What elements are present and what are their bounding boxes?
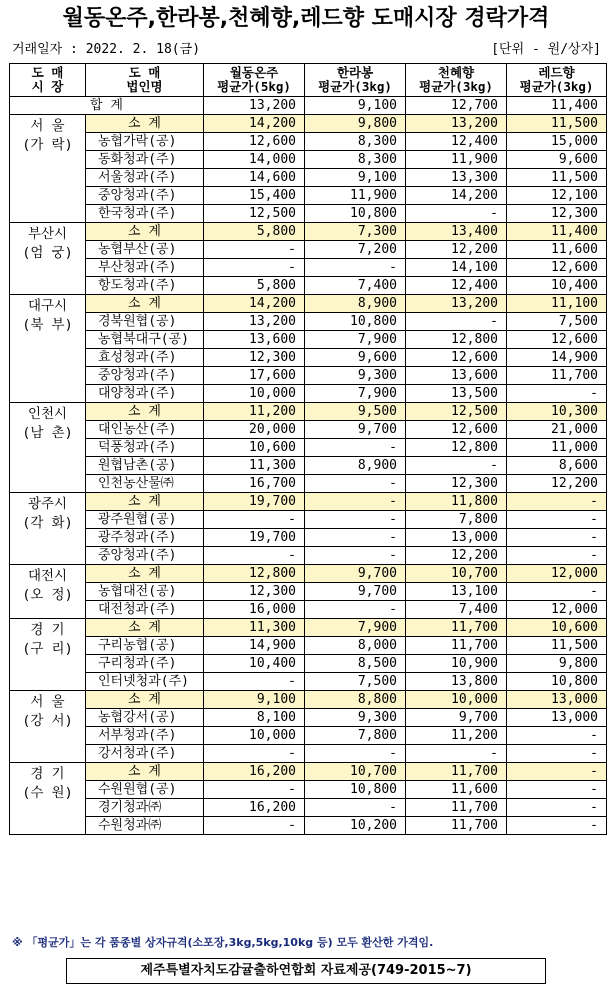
subtotal-row <box>10 691 607 709</box>
table-row <box>10 367 607 385</box>
price-cell: 7,500 <box>305 673 406 691</box>
table-row <box>10 655 607 673</box>
market-cell <box>10 619 86 691</box>
price-cell: - <box>507 745 607 763</box>
subtotal-row <box>10 763 607 781</box>
table-row <box>10 511 607 529</box>
header-market-line1: 도 매 <box>31 65 64 80</box>
subtotal-row <box>10 493 607 511</box>
price-cell: - <box>204 259 305 277</box>
price-cell: 9,300 <box>305 367 406 385</box>
price-cell: 7,200 <box>305 241 406 259</box>
header-market-line2: 시 장 <box>31 79 64 94</box>
price-cell: - <box>507 817 607 835</box>
header-product-sub: 평균가(3kg) <box>419 79 493 94</box>
price-cell: 9,800 <box>305 115 406 133</box>
corp-name: 중앙청과(주) <box>86 367 204 385</box>
price-cell: 13,200 <box>204 313 305 331</box>
price-cell: 7,300 <box>305 223 406 241</box>
price-cell: 10,800 <box>305 313 406 331</box>
corp-name: 광주원협(공) <box>86 511 204 529</box>
subtotal-label: 소 계 <box>86 223 204 241</box>
table-row <box>10 151 607 169</box>
market-name-line: 서 울 <box>30 118 65 134</box>
header-product-sub: 평균가(3kg) <box>519 79 594 94</box>
corp-name: 광주청과(주) <box>86 529 204 547</box>
price-cell: 11,000 <box>507 439 607 457</box>
market-name-line: (엄 궁) <box>22 245 73 261</box>
header-product-4 <box>507 64 607 97</box>
price-cell: 8,800 <box>305 691 406 709</box>
price-cell: 9,800 <box>507 655 607 673</box>
price-cell: 11,700 <box>507 367 607 385</box>
price-cell: 13,200 <box>406 295 507 313</box>
price-cell: - <box>204 511 305 529</box>
market-name-line: 대전시 <box>27 568 68 584</box>
market-cell <box>10 565 86 619</box>
table-row <box>10 781 607 799</box>
price-cell: 9,700 <box>305 421 406 439</box>
corp-name: 농협강서(공) <box>86 709 204 727</box>
price-cell: 12,300 <box>204 349 305 367</box>
corp-name: 농협북대구(공) <box>86 331 204 349</box>
subtotal-label: 소 계 <box>86 763 204 781</box>
price-cell: 12,600 <box>406 421 507 439</box>
corp-name: 수원원협(공) <box>86 781 204 799</box>
price-cell: 8,500 <box>305 655 406 673</box>
price-cell: 19,700 <box>204 529 305 547</box>
table-row <box>10 259 607 277</box>
price-cell: 11,900 <box>305 187 406 205</box>
price-cell: 8,900 <box>305 457 406 475</box>
price-cell: 16,200 <box>204 763 305 781</box>
price-cell: 10,700 <box>305 763 406 781</box>
price-cell: - <box>305 745 406 763</box>
price-cell: 12,500 <box>406 403 507 421</box>
price-cell: - <box>305 475 406 493</box>
price-cell: - <box>204 817 305 835</box>
price-cell: 9,700 <box>305 565 406 583</box>
subtotal-row <box>10 115 607 133</box>
table-row <box>10 439 607 457</box>
subtotal-label: 소 계 <box>86 691 204 709</box>
header-corp-line2: 법인명 <box>126 79 163 94</box>
price-cell: 21,000 <box>507 421 607 439</box>
price-cell: 10,700 <box>406 565 507 583</box>
price-cell: 11,700 <box>406 799 507 817</box>
price-cell: 9,700 <box>406 709 507 727</box>
market-cell <box>10 493 86 565</box>
price-cell: 5,800 <box>204 223 305 241</box>
price-cell: 7,400 <box>305 277 406 295</box>
table-row <box>10 529 607 547</box>
price-cell: 15,400 <box>204 187 305 205</box>
price-cell: 11,500 <box>507 115 607 133</box>
price-cell: 10,800 <box>305 781 406 799</box>
corp-name: 수원청과㈜ <box>86 817 204 835</box>
price-cell: 16,700 <box>204 475 305 493</box>
price-cell: - <box>305 511 406 529</box>
price-cell: 16,000 <box>204 601 305 619</box>
price-cell: 13,000 <box>406 529 507 547</box>
market-cell <box>10 763 86 835</box>
header-product-2 <box>305 64 406 97</box>
price-cell: 9,100 <box>305 169 406 187</box>
price-cell: - <box>305 547 406 565</box>
price-cell: 14,000 <box>204 151 305 169</box>
table-row <box>10 475 607 493</box>
table-row <box>10 799 607 817</box>
price-cell: 12,600 <box>507 259 607 277</box>
price-cell: - <box>204 547 305 565</box>
price-cell: - <box>507 547 607 565</box>
price-cell: 11,700 <box>406 619 507 637</box>
corp-name: 강서청과(주) <box>86 745 204 763</box>
price-cell: 12,800 <box>406 331 507 349</box>
price-cell: 12,200 <box>406 547 507 565</box>
price-cell: - <box>507 493 607 511</box>
price-cell: - <box>305 601 406 619</box>
market-cell <box>10 115 86 223</box>
corp-name: 대양청과(주) <box>86 385 204 403</box>
subtotal-label: 소 계 <box>86 565 204 583</box>
market-name-line: 광주시 <box>27 496 68 512</box>
price-cell: 13,600 <box>204 331 305 349</box>
price-cell: 11,200 <box>204 403 305 421</box>
corp-name: 농협가락(공) <box>86 133 204 151</box>
price-cell: 14,600 <box>204 169 305 187</box>
header-product-sub: 평균가(3kg) <box>318 79 392 94</box>
price-cell: - <box>507 781 607 799</box>
price-cell: 12,200 <box>406 241 507 259</box>
corp-name: 서울청과(주) <box>86 169 204 187</box>
market-name-line: (남 촌) <box>22 425 73 441</box>
price-cell: 11,300 <box>204 457 305 475</box>
price-cell: 11,700 <box>406 817 507 835</box>
table-row <box>10 709 607 727</box>
header-product-name: 천혜향 <box>437 65 475 80</box>
price-cell: 20,000 <box>204 421 305 439</box>
price-cell: 7,800 <box>305 727 406 745</box>
market-name-line: 인천시 <box>27 406 68 422</box>
price-cell: 8,600 <box>507 457 607 475</box>
price-cell: 11,400 <box>507 223 607 241</box>
subtotal-label: 소 계 <box>86 403 204 421</box>
header-market <box>10 64 86 97</box>
price-cell: 9,600 <box>507 151 607 169</box>
price-cell: - <box>204 673 305 691</box>
table-row <box>10 241 607 259</box>
corp-name: 인천농산물㈜ <box>86 475 204 493</box>
subtotal-label: 소 계 <box>86 295 204 313</box>
table-row <box>10 169 607 187</box>
market-name-line: (강 서) <box>22 713 73 729</box>
price-cell: - <box>305 259 406 277</box>
table-row <box>10 349 607 367</box>
page-title: 월동온주,한라봉,천혜향,레드향 도매시장 경락가격 <box>62 6 550 31</box>
subtotal-label: 소 계 <box>86 493 204 511</box>
table-row <box>10 421 607 439</box>
header-product-name: 한라봉 <box>336 65 374 80</box>
price-cell: - <box>204 745 305 763</box>
table-body <box>10 97 607 835</box>
market-cell <box>10 403 86 493</box>
corp-name: 덕풍청과(주) <box>86 439 204 457</box>
price-cell: 11,200 <box>406 727 507 745</box>
price-cell: 10,400 <box>204 655 305 673</box>
price-cell: 9,600 <box>305 349 406 367</box>
price-cell: 19,700 <box>204 493 305 511</box>
market-name-line: (오 정) <box>22 587 73 603</box>
corp-name: 구리농협(공) <box>86 637 204 655</box>
price-cell: 13,600 <box>406 367 507 385</box>
table-row <box>10 817 607 835</box>
price-cell: 11,500 <box>507 169 607 187</box>
table-row <box>10 727 607 745</box>
price-cell: 10,400 <box>507 277 607 295</box>
market-cell <box>10 691 86 763</box>
price-cell: 12,300 <box>406 475 507 493</box>
price-cell: - <box>305 439 406 457</box>
total-value: 12,700 <box>406 97 507 115</box>
price-cell: 16,200 <box>204 799 305 817</box>
price-cell: 9,300 <box>305 709 406 727</box>
price-cell: 7,500 <box>507 313 607 331</box>
corp-name: 동화청과(주) <box>86 151 204 169</box>
market-name-line: (각 화) <box>22 515 73 531</box>
price-cell: 14,200 <box>406 187 507 205</box>
market-name-line: (북 부) <box>22 317 73 333</box>
header-row <box>10 64 607 97</box>
price-cell: 8,300 <box>305 151 406 169</box>
table-row <box>10 385 607 403</box>
price-cell: - <box>406 205 507 223</box>
corp-name: 한국청과(주) <box>86 205 204 223</box>
price-cell: 15,000 <box>507 133 607 151</box>
price-cell: - <box>507 529 607 547</box>
price-cell: - <box>204 241 305 259</box>
price-cell: - <box>507 583 607 601</box>
price-cell: 7,900 <box>305 331 406 349</box>
price-cell: 12,800 <box>406 439 507 457</box>
price-cell: 13,100 <box>406 583 507 601</box>
price-cell: 10,000 <box>204 727 305 745</box>
price-cell: 10,600 <box>204 439 305 457</box>
market-name-line: 대구시 <box>27 298 68 314</box>
price-table <box>9 63 607 835</box>
market-name-line: 경 기 <box>30 766 65 782</box>
table-row <box>10 133 607 151</box>
table-row <box>10 637 607 655</box>
subtotal-label: 소 계 <box>86 115 204 133</box>
subtotal-row <box>10 223 607 241</box>
corp-name: 중앙청과(주) <box>86 547 204 565</box>
table-row <box>10 457 607 475</box>
source-box: 제주특별자치도감귤출하연합회 자료제공(749-2015~7) <box>66 958 546 984</box>
price-cell: 12,400 <box>406 277 507 295</box>
price-cell: 12,300 <box>507 205 607 223</box>
price-cell: 12,500 <box>204 205 305 223</box>
price-cell: 8,300 <box>305 133 406 151</box>
table-row <box>10 331 607 349</box>
market-name-line: 부산시 <box>27 226 68 242</box>
total-value: 11,400 <box>507 97 607 115</box>
price-cell: 9,100 <box>204 691 305 709</box>
corp-name: 대전청과(주) <box>86 601 204 619</box>
price-cell: 14,200 <box>204 115 305 133</box>
price-cell: 13,500 <box>406 385 507 403</box>
price-cell: 8,900 <box>305 295 406 313</box>
corp-name: 항도청과(주) <box>86 277 204 295</box>
price-cell: 14,200 <box>204 295 305 313</box>
total-value: 13,200 <box>204 97 305 115</box>
price-cell: 11,700 <box>406 763 507 781</box>
price-cell: 11,300 <box>204 619 305 637</box>
price-cell: 12,000 <box>507 601 607 619</box>
price-cell: 9,500 <box>305 403 406 421</box>
subtotal-row <box>10 295 607 313</box>
price-cell: - <box>406 457 507 475</box>
header-product-1 <box>204 64 305 97</box>
corp-name: 원협남촌(공) <box>86 457 204 475</box>
price-cell: 10,600 <box>507 619 607 637</box>
subtotal-row <box>10 619 607 637</box>
corp-name: 경기청과㈜ <box>86 799 204 817</box>
corp-name: 구리청과(주) <box>86 655 204 673</box>
price-cell: 14,900 <box>204 637 305 655</box>
market-name-line: 경 기 <box>30 622 65 638</box>
price-cell: 13,000 <box>507 691 607 709</box>
price-cell: 12,100 <box>507 187 607 205</box>
price-cell: 10,300 <box>507 403 607 421</box>
price-cell: 7,800 <box>406 511 507 529</box>
price-cell: 11,600 <box>507 241 607 259</box>
price-cell: - <box>507 763 607 781</box>
price-cell: 10,000 <box>406 691 507 709</box>
price-cell: 12,600 <box>507 331 607 349</box>
price-cell: 13,300 <box>406 169 507 187</box>
price-cell: - <box>507 511 607 529</box>
footnote: ※ 「평균가」는 각 품종별 상자규격(소포장,3kg,5kg,10kg 등) 모두 환산한 가격임. <box>12 936 434 949</box>
price-cell: 10,800 <box>305 205 406 223</box>
price-cell: 12,300 <box>204 583 305 601</box>
market-cell <box>10 295 86 403</box>
table-row <box>10 187 607 205</box>
price-cell: 9,700 <box>305 583 406 601</box>
price-cell: 11,900 <box>406 151 507 169</box>
price-cell: - <box>406 313 507 331</box>
corp-name: 농협부산(공) <box>86 241 204 259</box>
subtotal-label: 소 계 <box>86 619 204 637</box>
price-cell: 7,900 <box>305 619 406 637</box>
corp-name: 서부청과(주) <box>86 727 204 745</box>
price-cell: - <box>305 493 406 511</box>
price-cell: 12,800 <box>204 565 305 583</box>
table-row <box>10 277 607 295</box>
market-name-line: 서 울 <box>30 694 65 710</box>
header-product-name: 레드향 <box>538 65 575 80</box>
price-cell: 11,100 <box>507 295 607 313</box>
price-cell: 12,600 <box>204 133 305 151</box>
price-cell: 11,500 <box>507 637 607 655</box>
table-row <box>10 547 607 565</box>
price-cell: 7,900 <box>305 385 406 403</box>
subtotal-row <box>10 565 607 583</box>
table-row <box>10 205 607 223</box>
price-cell: 13,200 <box>406 115 507 133</box>
table-row <box>10 673 607 691</box>
price-cell: 10,800 <box>507 673 607 691</box>
price-cell: 14,900 <box>507 349 607 367</box>
corp-name: 농협대전(공) <box>86 583 204 601</box>
price-cell: 10,200 <box>305 817 406 835</box>
header-corp <box>86 64 204 97</box>
price-cell: 12,000 <box>507 565 607 583</box>
price-cell: - <box>507 727 607 745</box>
total-row <box>10 97 607 115</box>
price-cell: 12,600 <box>406 349 507 367</box>
price-cell: - <box>305 529 406 547</box>
price-cell: 13,800 <box>406 673 507 691</box>
price-cell: 12,200 <box>507 475 607 493</box>
market-cell <box>10 223 86 295</box>
corp-name: 대인농산(주) <box>86 421 204 439</box>
price-cell: - <box>507 799 607 817</box>
price-cell: 8,100 <box>204 709 305 727</box>
price-cell: 10,900 <box>406 655 507 673</box>
price-cell: 10,000 <box>204 385 305 403</box>
table-row <box>10 601 607 619</box>
unit-label: [단위 - 원/상자] <box>491 42 601 57</box>
header-corp-line1: 도 매 <box>128 65 161 80</box>
total-value: 9,100 <box>305 97 406 115</box>
price-cell: - <box>507 385 607 403</box>
header-product-sub: 평균가(5kg) <box>217 79 291 94</box>
subtotal-row <box>10 403 607 421</box>
table-row <box>10 583 607 601</box>
trade-date: 거래일자 : 2022. 2. 18(금) <box>12 42 201 57</box>
price-cell: 11,600 <box>406 781 507 799</box>
price-cell: 11,700 <box>406 637 507 655</box>
price-cell: 17,600 <box>204 367 305 385</box>
corp-name: 인터넷청과(주) <box>86 673 204 691</box>
table-row <box>10 745 607 763</box>
market-name-line: (가 락) <box>22 137 73 153</box>
header-product-name: 월동온주 <box>229 65 279 80</box>
price-cell: 11,800 <box>406 493 507 511</box>
market-name-line: (구 리) <box>22 641 73 657</box>
table-row <box>10 313 607 331</box>
price-cell: 13,400 <box>406 223 507 241</box>
header-product-3 <box>406 64 507 97</box>
price-cell: - <box>305 799 406 817</box>
price-cell: 8,000 <box>305 637 406 655</box>
price-cell: - <box>204 781 305 799</box>
corp-name: 경북원협(공) <box>86 313 204 331</box>
corp-name: 부산청과(주) <box>86 259 204 277</box>
price-cell: 14,100 <box>406 259 507 277</box>
price-cell: - <box>406 745 507 763</box>
market-name-line: (수 원) <box>22 785 73 801</box>
price-cell: 12,400 <box>406 133 507 151</box>
corp-name: 중앙청과(주) <box>86 187 204 205</box>
total-label: 합 계 <box>10 97 204 115</box>
price-cell: 5,800 <box>204 277 305 295</box>
corp-name: 효성청과(주) <box>86 349 204 367</box>
price-cell: 7,400 <box>406 601 507 619</box>
price-cell: 13,000 <box>507 709 607 727</box>
